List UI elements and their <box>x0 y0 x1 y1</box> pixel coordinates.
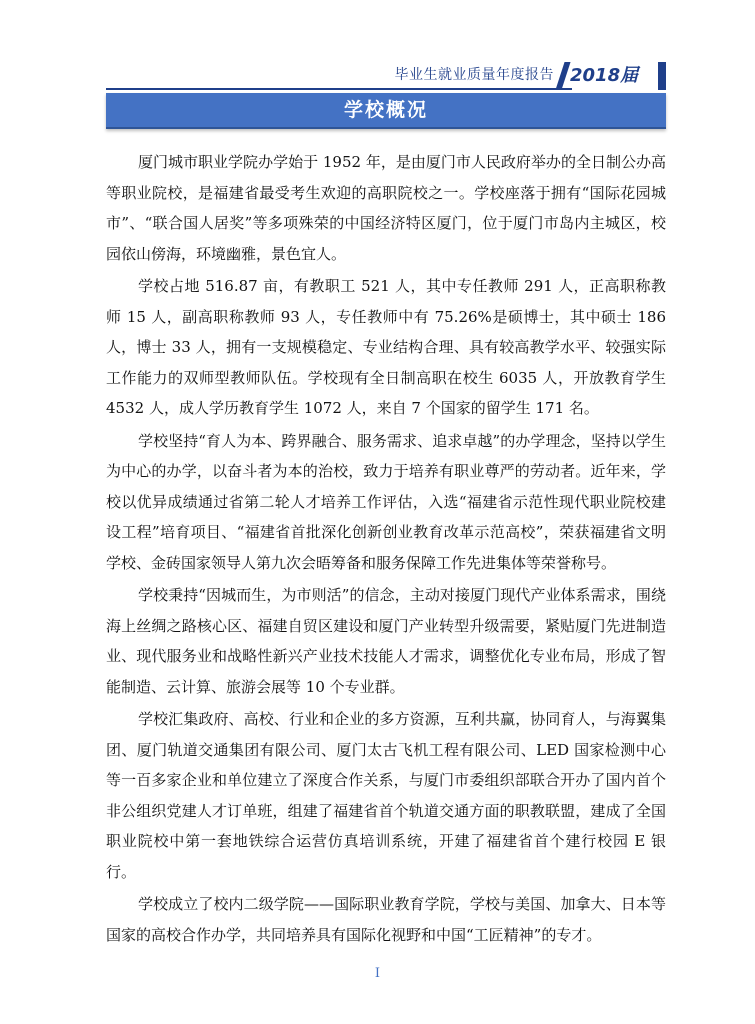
report-year-label: 2018届 <box>570 65 639 86</box>
report-title: 毕业生就业质量年度报告 <box>394 67 554 83</box>
paragraph-intro: 厦门城市职业学院办学始于 1952 年，是由厦门市人民政府举办的全日制公办高等职业院校，是福建省最受考生欢迎的高职院校之一。学校座落于拥有“国际花园城市”、“联合国人居奖”等多项殊荣的中国经济特区厦门，位于厦门市岛内主城区，校园依山傍海，环境幽雅，景色宜人。 <box>106 153 666 263</box>
header-bar-decoration <box>658 62 666 90</box>
paragraph-staff: 学校占地 516.87 亩，有教职工 521 人，其中专任教师 291 人，正高职称教师 15 人，副高职称教师 93 人，专任教师中有 75.26%是硕博士，其中硕士 186 人，博士 33 人，拥有一支规模稳定、专业结构合理、具有较高教学水平、较强实际工作能力的双师型教师队伍。学校现有全日制高职在校生 6035 人，开放教育学生 4532 人，成人学历教育学生 1072 人，来自 7 个国家的留学生 171 名。 <box>106 277 666 417</box>
paragraph-industry: 学校秉持“因城而生，为市则活”的信念，主动对接厦门现代产业体系需求，围绕海上丝绸之路核心区、福建自贸区建设和厦门产业转型升级需要，紧贴厦门先进制造业、现代服务业和战略性新兴产业技术技能人才需求，调整优化专业布局，形成了智能制造、云计算、旅游会展等 10 个专业群。 <box>106 586 666 696</box>
section-title: 学校概况 <box>343 99 428 121</box>
paragraph-cooperation: 学校汇集政府、高校、行业和企业的多方资源，互利共赢，协同育人，与海翼集团、厦门轨道交通集团有限公司、厦门太古飞机工程有限公司、LED 国家检测中心等一百多家企业和单位建立了深度合作关系，与厦门市委组织部联合开办了国内首个非公组织党建人才订单班，组建了福建省首个轨道交通方面的职教联盟，建成了全国职业院校中第一套地铁综合运营仿真培训系统，开建了福建省首个建行校园 E 银行。 <box>106 710 666 881</box>
body-content <box>106 147 666 952</box>
page-header <box>106 62 666 92</box>
section-banner <box>106 93 666 129</box>
page-number: I <box>374 966 381 981</box>
paragraph-international: 学校成立了校内二级学院——国际职业教育学院，学校与美国、加拿大、日本等国家的高校合作办学，共同培养具有国际化视野和中国“工匠精神”的专才。 <box>106 895 666 944</box>
paragraph-philosophy: 学校坚持“育人为本、跨界融合、服务需求、追求卓越”的办学理念，坚持以学生为中心的办学，以奋斗者为本的治校，致力于培养有职业尊严的劳动者。近年来，学校以优异成绩通过省第二轮人才培养工作评估，入选“福建省示范性现代职业院校建设工程”培育项目、“福建省首批深化创新创业教育改革示范高校”，荣获福建省文明学校、金砖国家领导人第九次会晤筹备和服务保障工作先进集体等荣誉称号。 <box>106 431 666 572</box>
header-rule <box>106 88 572 90</box>
